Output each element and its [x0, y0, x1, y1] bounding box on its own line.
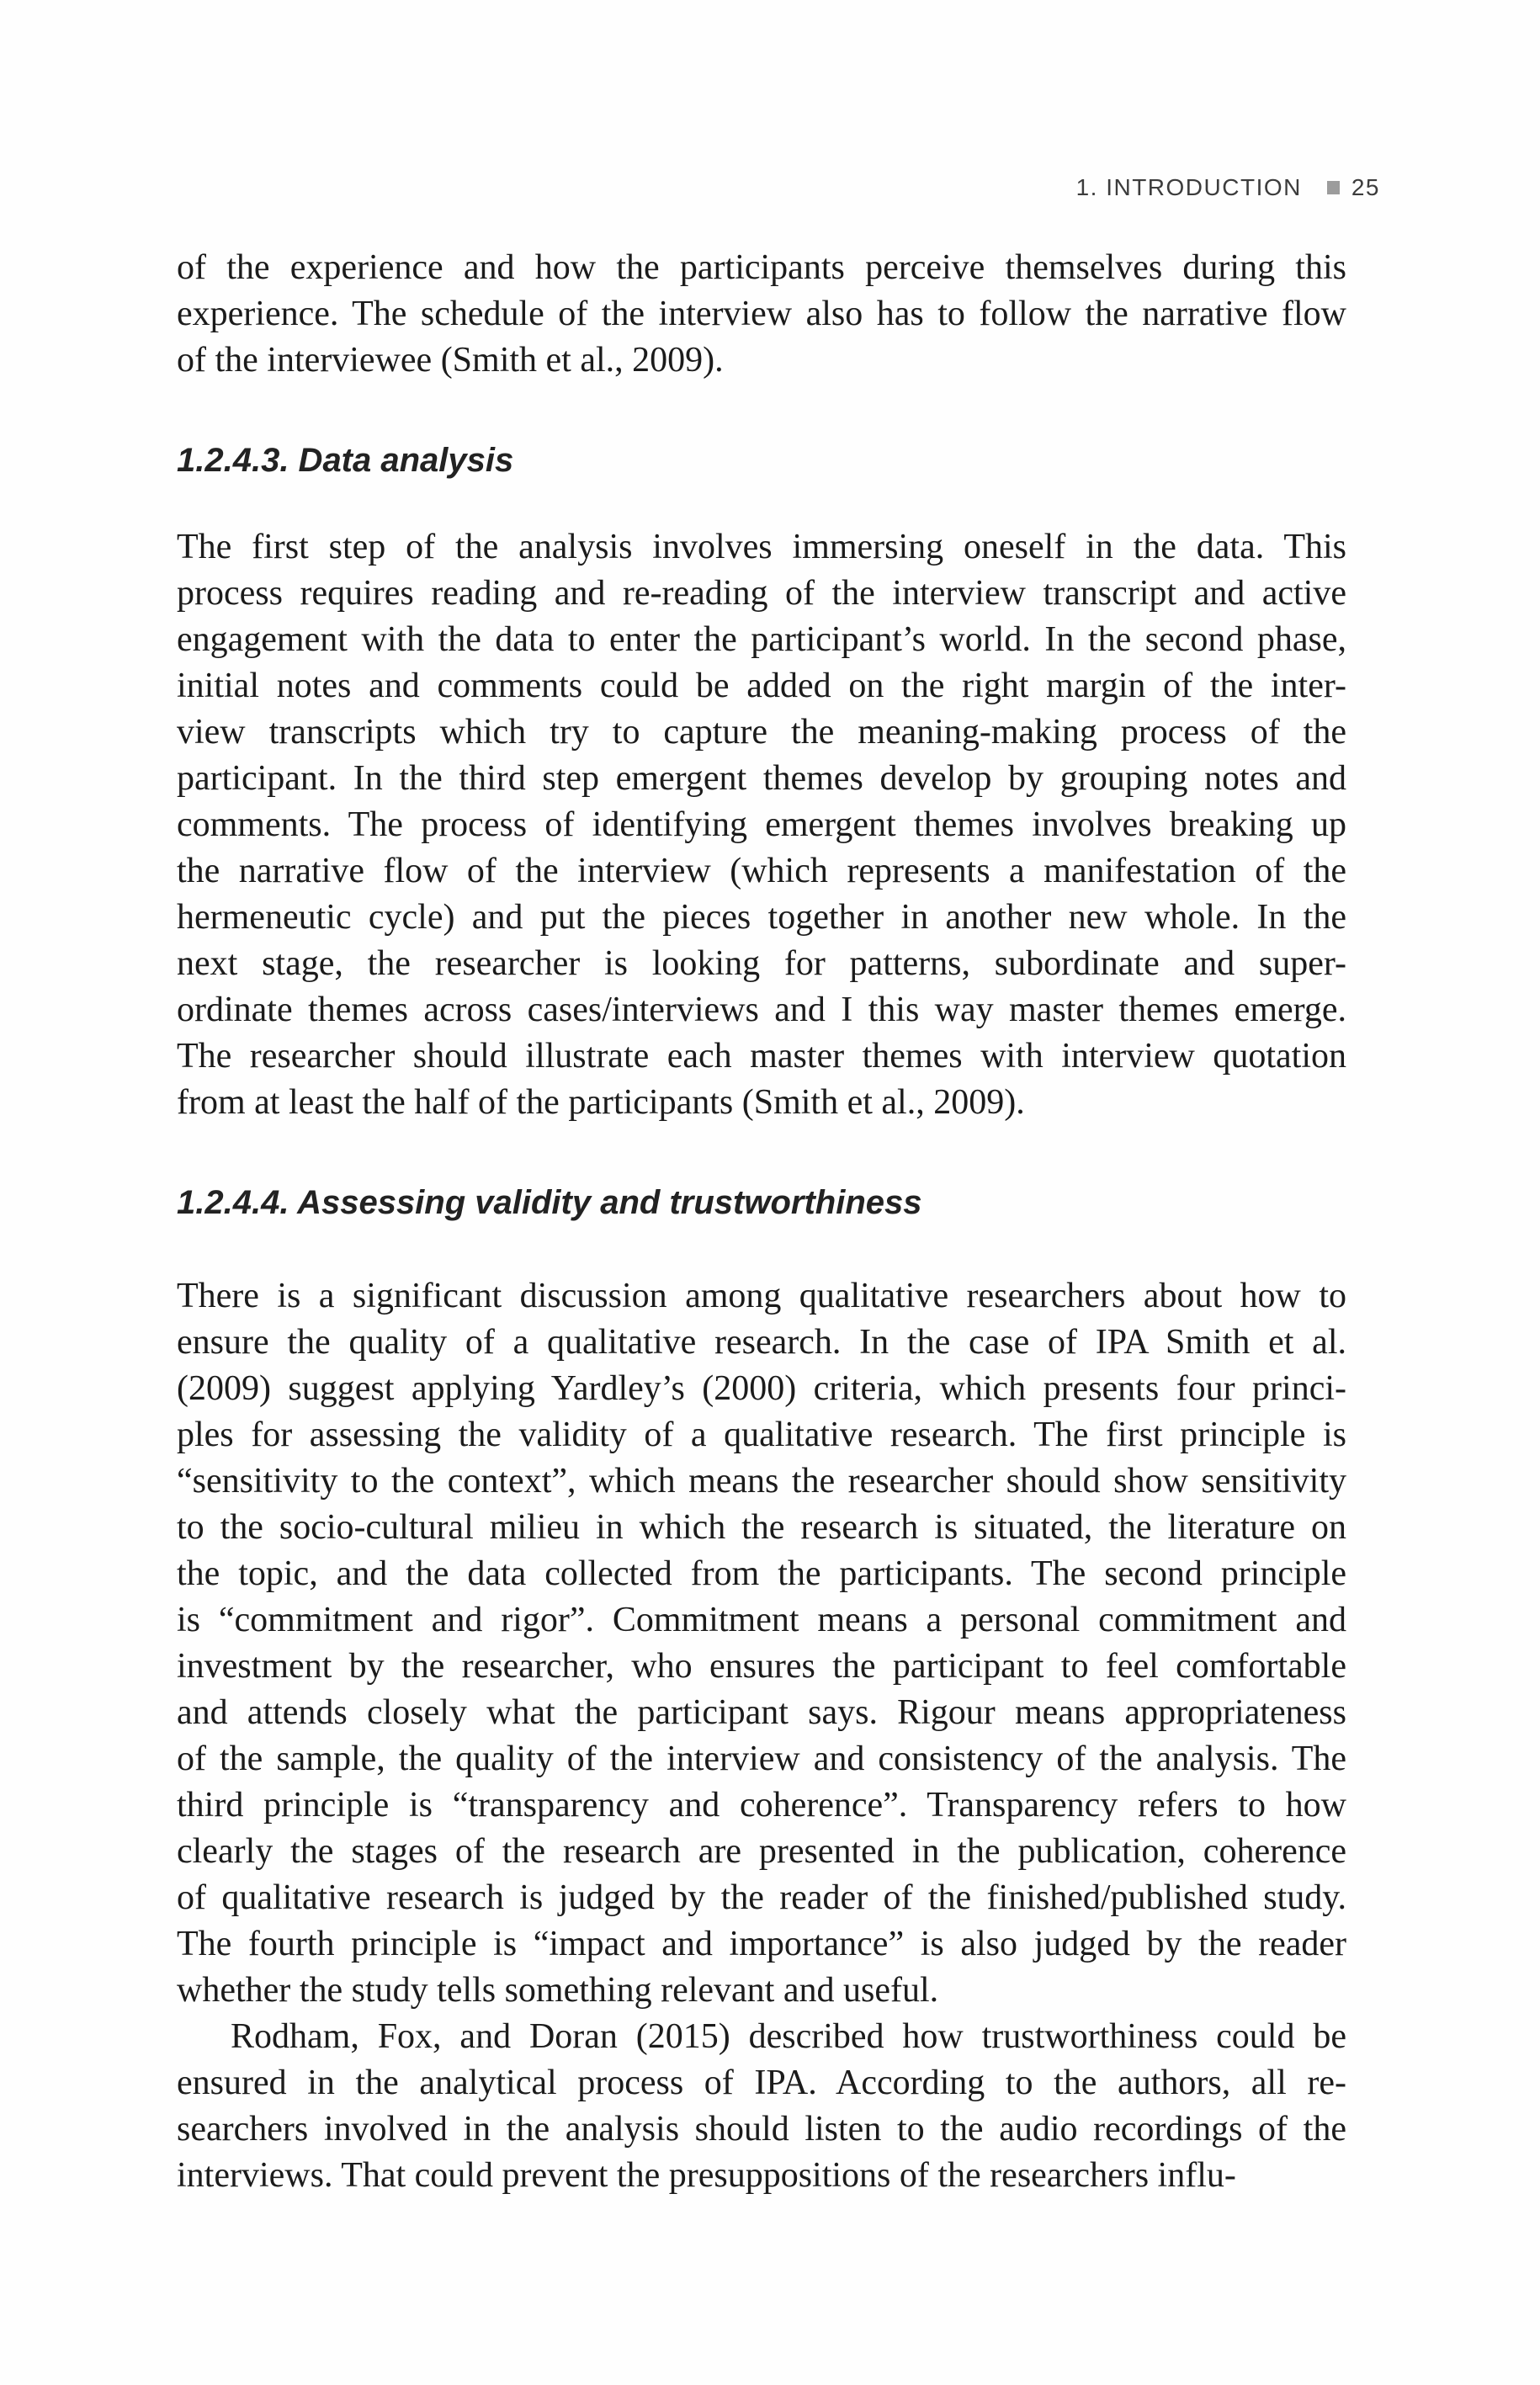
- paragraph: [177, 1273, 1346, 2014]
- paragraph: [177, 2014, 1346, 2199]
- text-line: is “commitment and rigor”. Commitment means a personal commitment and: [177, 1601, 1346, 1639]
- text-line: view transcripts which try to capture the meaning-making process of the: [177, 713, 1346, 752]
- text-line: comments. The process of identifying emergent themes involves breaking up: [177, 805, 1346, 844]
- text-line: experience. The schedule of the interview also has to follow the narrative flow: [177, 295, 1346, 333]
- text-line: of the experience and how the participants perceive themselves during this: [177, 248, 1346, 287]
- text-line: Rodham, Fox, and Doran (2015) described how trustworthiness could be: [231, 2017, 1346, 2056]
- text-line: The fourth principle is “impact and importance” is also judged by the reader: [177, 1925, 1346, 1963]
- text-line: participant. In the third step emergent themes develop by grouping notes and: [177, 759, 1346, 798]
- text-line: clearly the stages of the research are presented in the publication, coherence: [177, 1832, 1346, 1871]
- text-line: (2009) suggest applying Yardley’s (2000) criteria, which presents four princi-: [177, 1369, 1346, 1408]
- text-line: of qualitative research is judged by the reader of the finished/published study.: [177, 1878, 1346, 1917]
- text-line: to the socio-cultural milieu in which the research is situated, the literature on: [177, 1508, 1346, 1547]
- text-line: ples for assessing the validity of a qualitative research. The first principle is: [177, 1416, 1346, 1454]
- text-line: searchers involved in the analysis should listen to the audio recordings of the: [177, 2110, 1346, 2149]
- text-line: the topic, and the data collected from the participants. The second principle: [177, 1554, 1346, 1593]
- section-heading-assessing-validity: 1.2.4.4. Assessing validity and trustworthiness: [177, 1184, 922, 1221]
- text-line: process requires reading and re-reading of the interview transcript and active: [177, 574, 1346, 613]
- text-line: of the interviewee (Smith et al., 2009).: [177, 341, 724, 380]
- text-line: engagement with the data to enter the participant’s world. In the second phase,: [177, 620, 1346, 659]
- text-line: whether the study tells something relevant and useful.: [177, 1971, 939, 2010]
- text-line: There is a significant discussion among qualitative researchers about how to: [177, 1277, 1346, 1315]
- page-number: 25: [1351, 174, 1380, 200]
- text-line: The researcher should illustrate each master themes with interview quotation: [177, 1037, 1346, 1076]
- text-line: investment by the researcher, who ensures the participant to feel comfortable: [177, 1647, 1346, 1686]
- paragraph: [177, 245, 1346, 384]
- text-line: and attends closely what the participant says. Rigour means appropriateness: [177, 1693, 1346, 1732]
- text-line: The first step of the analysis involves immersing oneself in the data. This: [177, 528, 1346, 566]
- text-line: from at least the half of the participants (Smith et al., 2009).: [177, 1083, 1025, 1122]
- text-line: interviews. That could prevent the presuppositions of the researchers influ-: [177, 2156, 1236, 2195]
- running-head: [177, 171, 1380, 205]
- text-line: initial notes and comments could be added on the right margin of the inter-: [177, 667, 1346, 705]
- paragraph: [177, 524, 1346, 1126]
- text-line: third principle is “transparency and coherence”. Transparency refers to how: [177, 1786, 1346, 1825]
- text-line: ordinate themes across cases/interviews and I this way master themes emerge.: [177, 991, 1346, 1029]
- text-line: of the sample, the quality of the interview and consistency of the analysis. The: [177, 1740, 1346, 1778]
- text-line: next stage, the researcher is looking for patterns, subordinate and super-: [177, 944, 1346, 983]
- text-line: “sensitivity to the context”, which means the researcher should show sensitivity: [177, 1462, 1346, 1501]
- text-line: ensure the quality of a qualitative research. In the case of IPA Smith et al.: [177, 1323, 1346, 1362]
- square-bullet-icon: [1327, 181, 1340, 194]
- section-heading-data-analysis: 1.2.4.3. Data analysis: [177, 442, 514, 479]
- text-line: ensured in the analytical process of IPA. According to the authors, all re-: [177, 2064, 1346, 2102]
- text-line: the narrative flow of the interview (which represents a manifestation of the: [177, 852, 1346, 890]
- text-line: hermeneutic cycle) and put the pieces together in another new whole. In the: [177, 898, 1346, 937]
- running-head-chapter: 1. INTRODUCTION: [1075, 174, 1302, 200]
